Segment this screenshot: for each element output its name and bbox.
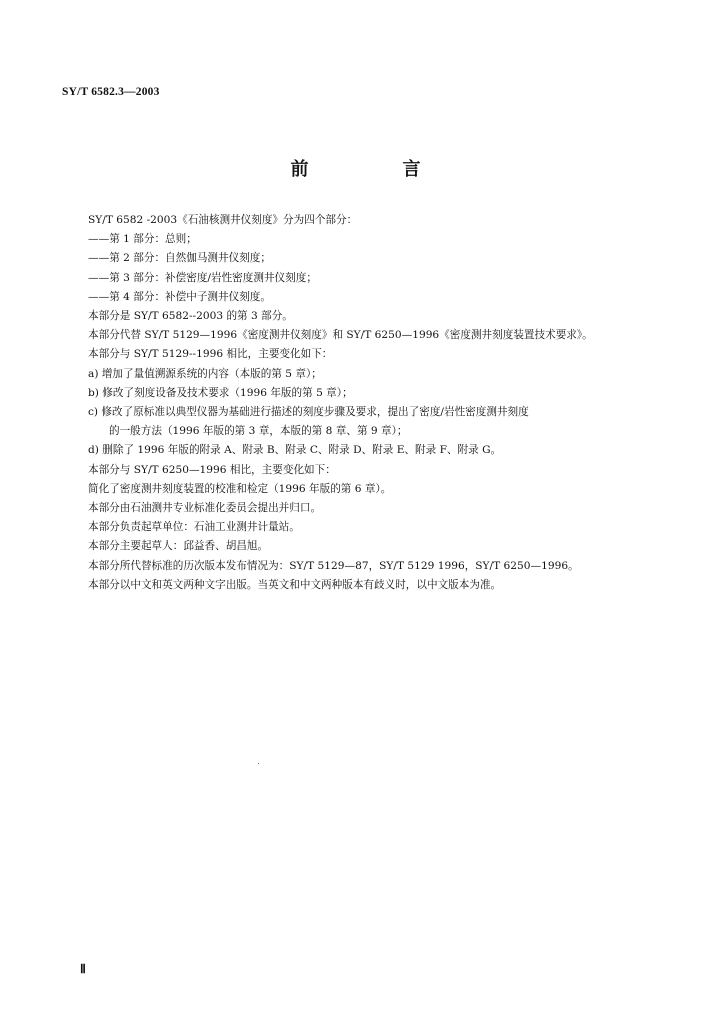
standard-code-header: SY/T 6582.3—2003 [62, 86, 160, 98]
scan-artifact-dot [258, 763, 259, 764]
paragraph: 本部分是 SY/T 6582--2003 的第 3 部分。 [88, 310, 293, 323]
list-item: d) 删除了 1996 年版的附录 A、附录 B、附录 C、附录 D、附录 E、附录 F、附录 G。 [88, 444, 502, 457]
paragraph: 简化了密度测井刻度装置的校准和检定（1996 年版的第 6 章）。 [88, 482, 392, 495]
list-item-continuation: 的一般方法（1996 年版的第 3 章，本版的第 8 章、第 9 章）； [109, 425, 408, 438]
list-item: a) 增加了量值溯源系统的内容（本版的第 5 章）； [88, 367, 322, 380]
paragraph: 本部分所代替标准的历次版本发布情况为：SY/T 5129—87，SY/T 5129 1996，SY/T 6250—1996。 [88, 559, 579, 572]
paragraph: 本部分以中文和英文两种文字出版。当英文和中文两种版本有歧义时，以中文版本为准。 [88, 578, 502, 591]
page-title: 前 言 [290, 159, 459, 180]
list-item: b) 修改了刻度设备及技术要求（1996 年版的第 5 章）； [88, 386, 353, 399]
paragraph: 本部分主要起草人：邱益香、胡昌旭。 [88, 540, 269, 553]
paragraph: 本部分与 SY/T 6250—1996 相比，主要变化如下： [88, 463, 336, 476]
paragraph: 本部分负责起草单位：石油工业测井计量站。 [88, 521, 300, 534]
list-item: ——第 1 部分：总则； [88, 233, 197, 246]
list-item: ——第 4 部分：补偿中子测井仪刻度。 [88, 290, 271, 303]
list-item: c) 修改了原标准以典型仪器为基础进行描述的刻度步骤及要求，提出了密度/岩性密度测井刻度 [88, 406, 529, 419]
paragraph: 本部分与 SY/T 5129--1996 相比，主要变化如下： [88, 348, 333, 361]
foreword-body [62, 211, 652, 595]
list-item: ——第 3 部分：补偿密度/岩性密度测井仪刻度； [88, 271, 317, 284]
paragraph: SY/T 6582 -2003《石油核测井仪刻度》分为四个部分： [88, 214, 358, 226]
list-item: ——第 2 部分：自然伽马测井仪刻度； [88, 252, 271, 265]
page-number: Ⅱ [80, 962, 86, 976]
paragraph: 本部分代替 SY/T 5129—1996《密度测井仪刻度》和 SY/T 6250—1996《密度测井刻度装置技术要求》。 [88, 329, 593, 342]
paragraph: 本部分由石油测井专业标准化委员会提出并归口。 [88, 502, 322, 515]
